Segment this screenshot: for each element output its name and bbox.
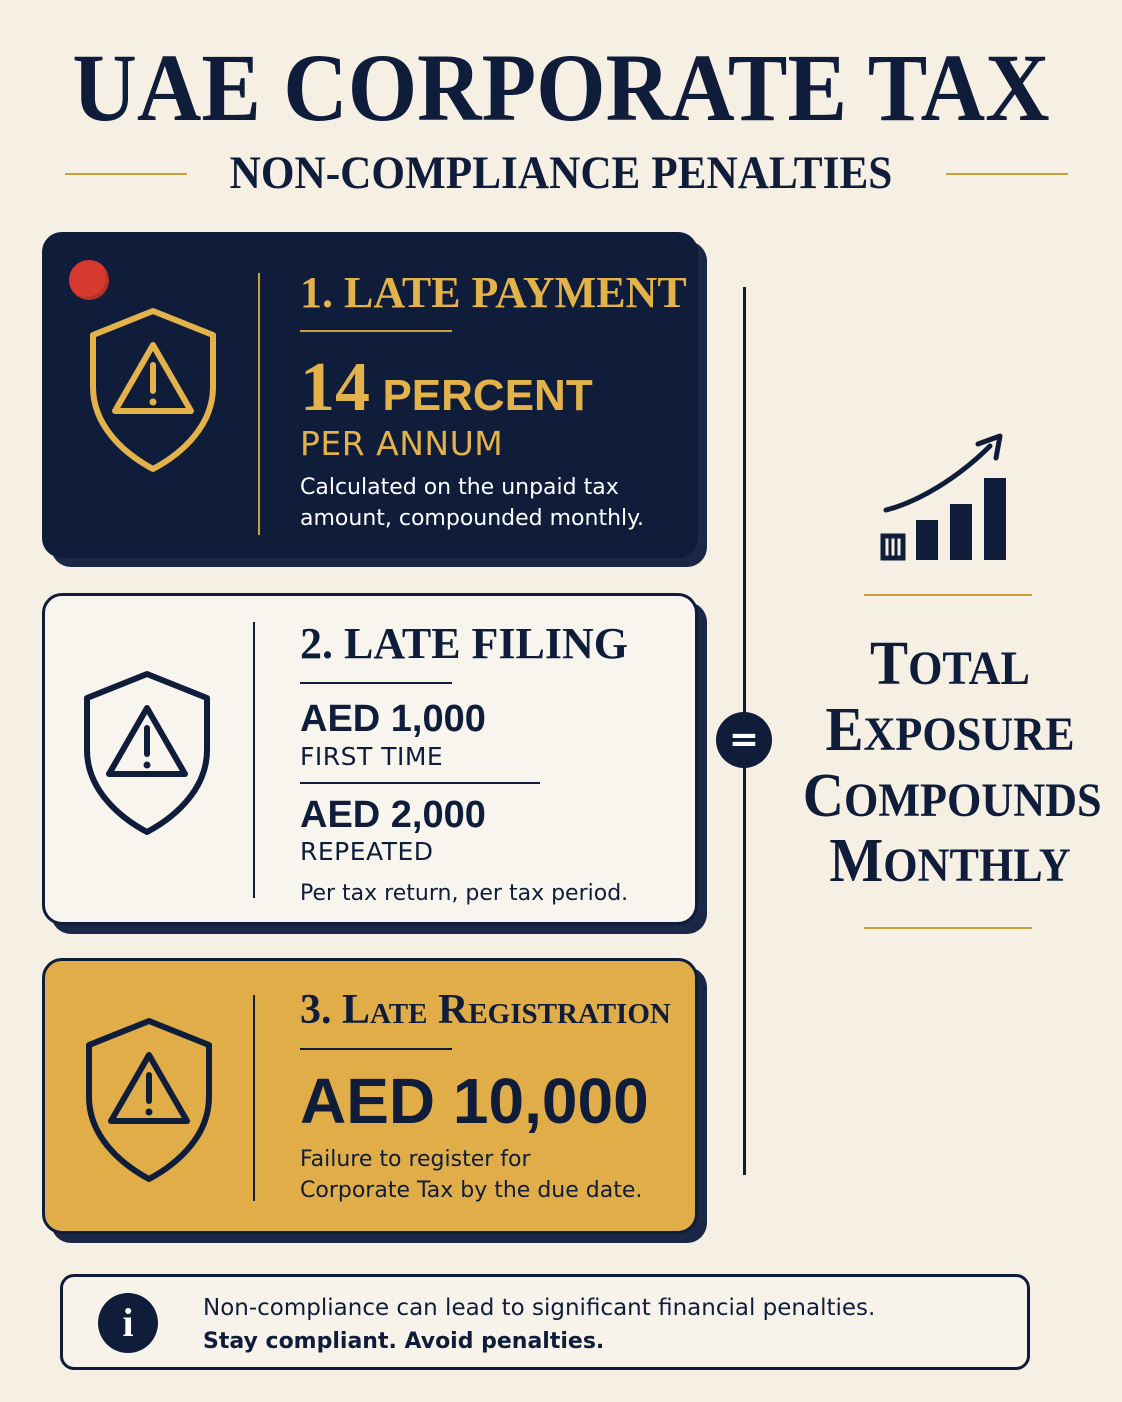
summary-line-total: TOTAL [870,630,1030,698]
rate-number: 14 [300,349,370,426]
rate-period: PER ANNUM [300,424,504,463]
alert-dot-icon [69,260,109,300]
shield-warning-icon [83,305,223,479]
info-footer [60,1274,1030,1370]
amount-divider [300,782,540,784]
late-filing-title: 2. LATE FILING [300,619,629,668]
page-subtitle: NON-COMPLIANCE PENALTIES [229,147,893,199]
late-filing-card [42,593,698,925]
late-payment-description: Calculated on the unpaid tax amount, compounded monthly. [300,475,645,531]
late-payment-title: 1. LATE PAYMENT [300,268,687,317]
late-payment-card [42,232,698,558]
repeat-amount: AED 2,000 [300,794,486,836]
rate-unit: PERCENT [382,371,593,420]
title-underline [300,1048,452,1050]
shield-warning-icon [77,668,217,842]
first-amount: AED 1,000 [300,698,486,740]
late-registration-description: Failure to register for Corporate Tax by the due date. [300,1147,643,1203]
summary-line-monthly: MONTHLY [829,827,1071,895]
page-title: UAE CORPORATE TAX [72,34,1050,141]
footer-cta-text: Stay compliant. Avoid penalties. [203,1329,605,1354]
registration-amount: AED 10,000 [300,1065,649,1137]
summary-rule-bottom [864,927,1032,929]
repeat-label: REPEATED [300,837,434,866]
footer-warning-text: Non-compliance can lead to significant financial penalties. [203,1295,876,1321]
rising-bar-chart-icon [878,432,1013,566]
rate-value [300,349,593,426]
summary-line-exposure: EXPOSURE [825,696,1075,764]
shield-warning-icon [79,1015,219,1189]
title-underline [300,330,452,332]
title-divider-right [946,173,1068,175]
equals-badge: = [716,712,772,768]
card-divider [258,273,260,535]
late-filing-description: Per tax return, per tax period. [300,881,629,906]
late-registration-title: 3. Late Registration [300,987,671,1033]
summary-rule-top [864,594,1032,596]
card-divider [253,622,255,898]
card-divider [253,995,255,1201]
summary-line-compounds: COMPOUNDS [802,762,1102,830]
late-registration-card [42,958,698,1234]
title-underline [300,682,452,684]
first-label: FIRST TIME [300,742,444,771]
info-icon: i [98,1293,158,1353]
